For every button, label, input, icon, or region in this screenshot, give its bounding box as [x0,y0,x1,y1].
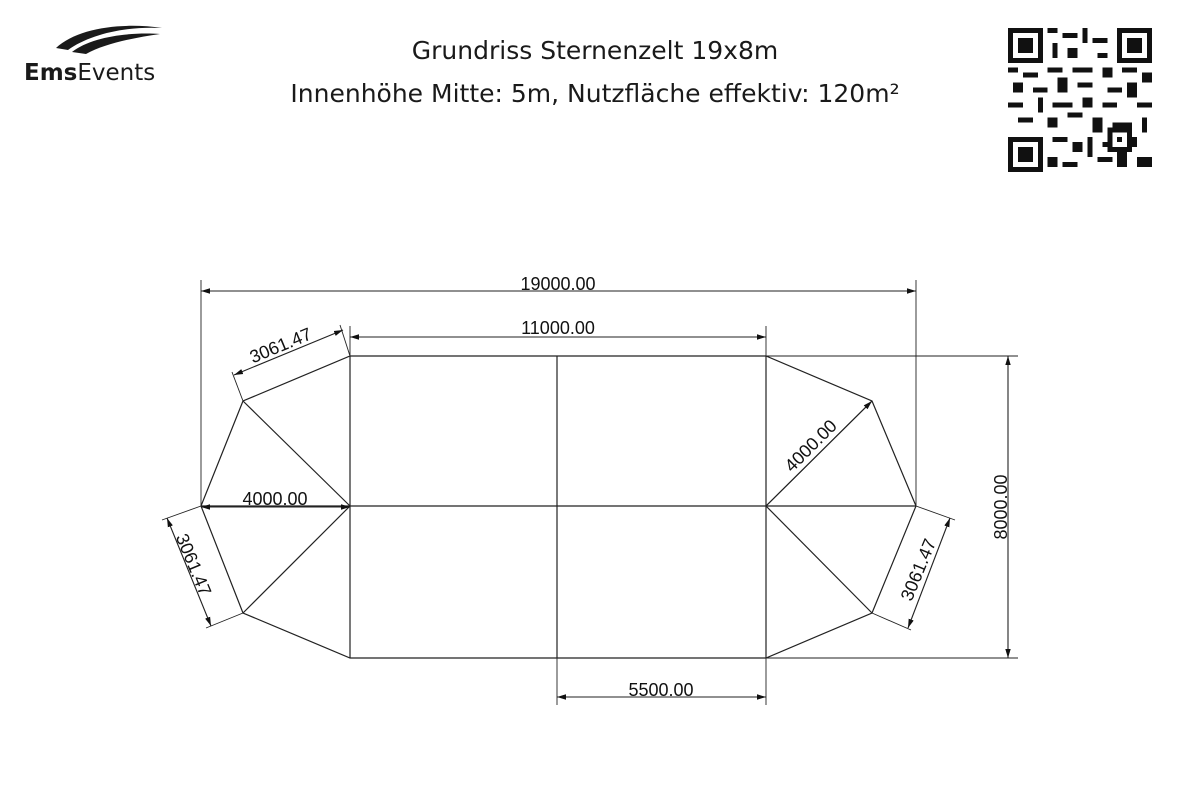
dimension-edge-bottom-right: 3061.47 [896,535,941,604]
extension-line [206,613,243,628]
page-subtitle: Innenhöhe Mitte: 5m, Nutzfläche effektiv: 120m² [290,79,900,108]
radial-line [766,506,872,613]
dimension-radius-left: 4000.00 [242,489,308,509]
dimension-half-length: 5500.00 [628,680,694,700]
radial-line [243,506,350,613]
dimension-edge-bottom-left: 3061.47 [171,530,216,599]
dimension-radius-right: 4000.00 [780,415,841,476]
extension-line [872,613,911,630]
page-title: Grundriss Sternenzelt 19x8m [411,36,779,65]
extension-line [162,506,201,520]
dimension-center-length: 11000.00 [521,318,595,338]
dimension-total-length: 19000.00 [520,274,596,294]
brand-name-light: Events [77,60,156,86]
extension-line [232,372,243,401]
dimension-line-radius-right [766,401,872,506]
brand-name-bold: Ems [24,60,78,86]
dimension-width: 8000.00 [991,474,1011,540]
extension-line [340,325,350,356]
extension-line [916,506,955,520]
dimension-edge-top-left: 3061.47 [246,323,315,368]
